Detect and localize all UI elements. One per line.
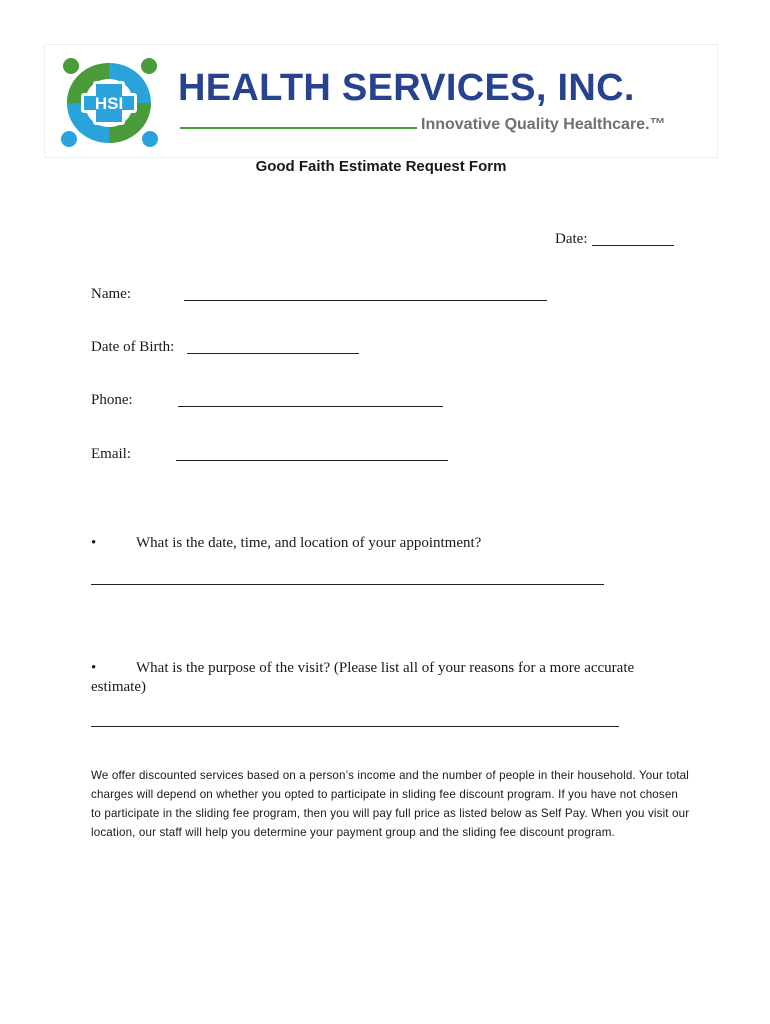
email-label: Email: <box>91 446 131 462</box>
purpose-answer-field[interactable] <box>91 726 619 727</box>
question-purpose-cont: estimate) <box>91 679 146 695</box>
bullet-1: • <box>91 535 97 551</box>
discount-paragraph: We offer discounted services based on a person’s income and the number of people in their household. Your total charges will depend on whether you opted to participate in sliding fee discount program. If you have not chosen to participate in the sliding fee program, then you will pay full price as listed below as Self Pay. When you visit our location, our staff will help you determine your payment group and the sliding fee discount program. <box>91 769 690 839</box>
form-title: Good Faith Estimate Request Form <box>255 158 507 175</box>
dob-field[interactable] <box>187 353 359 354</box>
logo-text: HSI <box>94 94 124 113</box>
tagline-rule <box>180 127 417 129</box>
appointment-answer-field[interactable] <box>91 584 604 585</box>
name-label: Name: <box>91 286 131 302</box>
date-label: Date: <box>555 231 588 247</box>
dob-label: Date of Birth: <box>91 339 175 355</box>
question-appointment: What is the date, time, and location of your appointment? <box>136 535 482 551</box>
logo-banner <box>44 44 718 158</box>
phone-label: Phone: <box>91 392 133 408</box>
date-field[interactable] <box>592 245 674 246</box>
name-field[interactable] <box>184 300 547 301</box>
tagline: Innovative Quality Healthcare.™ <box>421 116 666 133</box>
phone-field[interactable] <box>178 406 443 407</box>
hsi-logo-icon <box>55 55 163 149</box>
question-purpose: What is the purpose of the visit? (Please list all of your reasons for a more accurate <box>136 660 635 676</box>
bullet-2: • <box>91 660 97 676</box>
email-field[interactable] <box>176 460 448 461</box>
organization-name: HEALTH SERVICES, INC. <box>178 67 635 109</box>
